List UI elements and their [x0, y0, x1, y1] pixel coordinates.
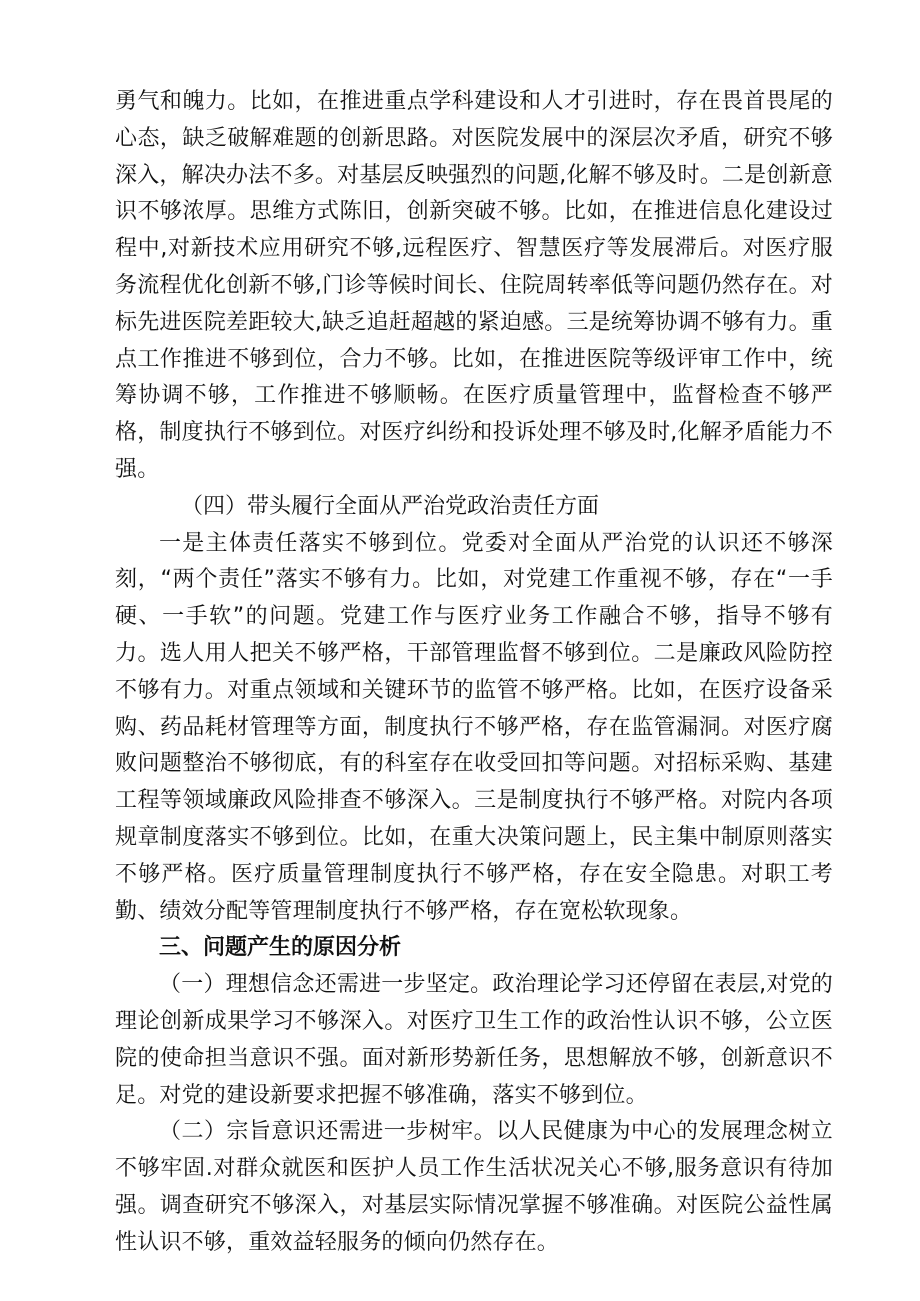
section-heading-3: 三、问题产生的原因分析: [159, 935, 402, 961]
document-body: [115, 84, 833, 1262]
paragraph-cause-2: （二）宗旨意识还需进一步树牢。以人民健康为中心的发展理念树立不够牢固.对群众就医和医护人员工作生活状况关心不够,服务意识有待加强。调查研究不够深入，对基层实际情况掌握不够准确。对医院公益性属性认识不够，重效益轻服务的倾向仍然存在。: [115, 1119, 833, 1255]
paragraph-responsibility: 一是主体责任落实不够到位。党委对全面从严治党的认识还不够深刻，“两个责任”落实不够有力。比如，对党建工作重视不够，存在“一手硬、一手软”的问题。党建工作与医疗业务工作融合不够，指导不够有力。选人用人把关不够严格，干部管理监督不够到位。二是廉政风险防控不够有力。对重点领域和关键环节的监管不够严格。比如，在医疗设备采购、药品耗材管理等方面，制度执行不够严格，存在监管漏洞。对医疗腐败问题整治不够彻底，有的科室存在收受回扣等问题。对招标采购、基建工程等领域廉政风险排查不够深入。三是制度执行不够严格。对院内各项规章制度落实不够到位。比如，在重大决策问题上，民主集中制原则落实不够严格。医疗质量管理制度执行不够严格，存在安全隐患。对职工考勤、绩效分配等管理制度执行不够严格，存在宽松软现象。: [115, 530, 833, 924]
paragraph-continuation: 勇气和魄力。比如，在推进重点学科建设和人才引进时，存在畏首畏尾的心态，缺乏破解难题的创新思路。对医院发展中的深层次矛盾，研究不够深入，解决办法不多。对基层反映强烈的问题,化解不够及时。二是创新意识不够浓厚。思维方式陈旧，创新突破不够。比如，在推进信息化建设过程中,对新技术应用研究不够,远程医疗、智慧医疗等发展滞后。对医疗服务流程优化创新不够,门诊等候时间长、住院周转率低等问题仍然存在。对标先进医院差距较大,缺乏追赶超越的紧迫感。三是统筹协调不够有力。重点工作推进不够到位，合力不够。比如，在推进医院等级评审工作中，统筹协调不够，工作推进不够顺畅。在医疗质量管理中，监督检查不够严格，制度执行不够到位。对医疗纠纷和投诉处理不够及时,化解矛盾能力不强。: [115, 89, 833, 482]
paragraph-cause-1: （一）理想信念还需进一步坚定。政治理论学习还停留在表层,对党的理论创新成果学习不够深入。对医疗卫生工作的政治性认识不够，公立医院的使命担当意识不强。面对新形势新任务，思想解放不够，创新意识不足。对党的建设新要求把握不够准确，落实不够到位。: [115, 972, 833, 1108]
section-subheading-4: （四）带头履行全面从严治党政治责任方面: [181, 493, 600, 519]
